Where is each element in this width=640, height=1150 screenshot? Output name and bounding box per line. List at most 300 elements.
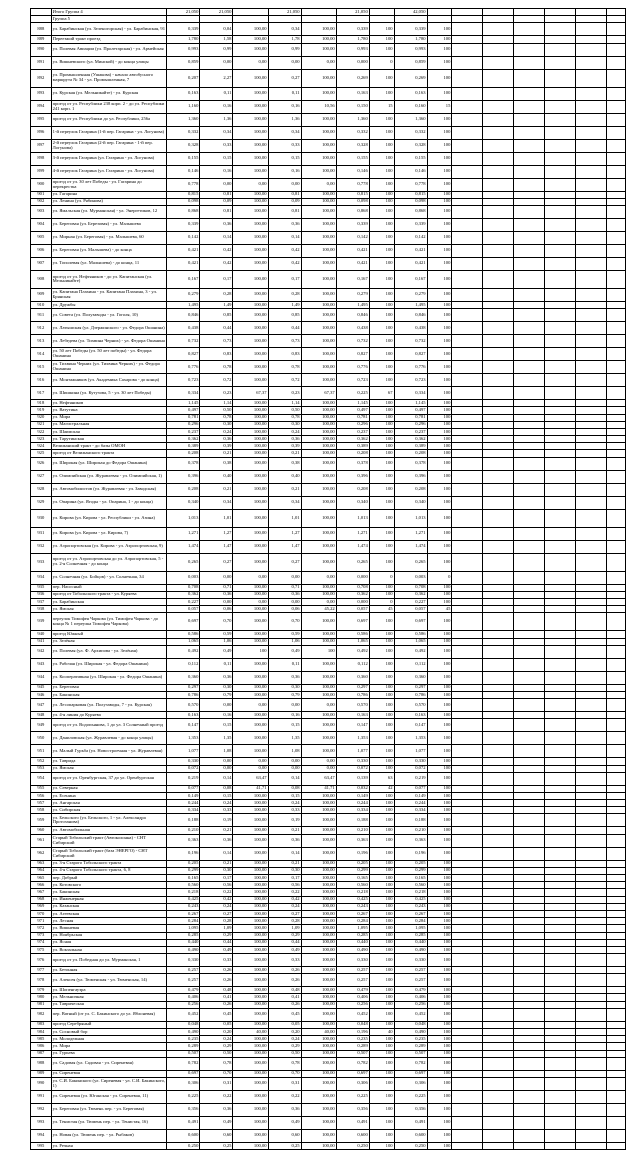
row-number: 953 [31, 765, 52, 772]
row-number: 890 [31, 43, 52, 56]
value-cell: 0,24 [268, 428, 301, 435]
table-row [31, 765, 626, 772]
table-row [31, 270, 626, 288]
value-cell: 1,271 [167, 527, 200, 540]
road-name: ул. Магистральная [51, 421, 167, 428]
value-cell: 100,00 [301, 814, 336, 827]
table-row [31, 889, 626, 896]
value-cell: 100 [369, 361, 394, 374]
table-row [31, 414, 626, 421]
value-cell: 100,00 [233, 139, 268, 152]
value-cell: 0,846 [336, 309, 369, 322]
value-cell: 0,196 [336, 1029, 369, 1036]
value-cell: 0,210 [167, 827, 200, 834]
value-cell: 100 [369, 113, 394, 126]
value-cell: 0,39 [200, 443, 233, 450]
value-cell: 0,00 [268, 178, 301, 191]
value-cell: 0,296 [336, 421, 369, 428]
table-row [31, 932, 626, 939]
value-cell: 100 [427, 954, 452, 967]
value-cell: 0,163 [394, 712, 427, 719]
value-cell: 0,41 [200, 994, 233, 1001]
value-cell: 100 [427, 847, 452, 860]
value-cell: 0,406 [394, 994, 427, 1001]
value-cell: 63,47 [233, 772, 268, 785]
row-number: 963 [31, 860, 52, 867]
value-cell: 0,26 [268, 1001, 301, 1008]
value-cell: 0,708 [394, 584, 427, 591]
value-cell: 100 [427, 671, 452, 684]
value-cell: 0,356 [167, 1103, 200, 1116]
value-cell: 100 [369, 1001, 394, 1008]
value-cell: 0,786 [394, 691, 427, 698]
value-cell: 100 [427, 1116, 452, 1129]
value-cell: 100 [369, 191, 394, 198]
value-cell: 100,00 [301, 1036, 336, 1043]
value-cell: 100 [427, 658, 452, 671]
value-cell: 0,00 [200, 56, 233, 69]
road-name: ул. Сиреневая [51, 1070, 167, 1077]
value-cell: 100 [427, 918, 452, 925]
value-cell: 0,78 [200, 1057, 233, 1070]
value-cell: 100 [427, 712, 452, 719]
value-cell: 100 [427, 827, 452, 834]
value-cell: 1,08 [268, 745, 301, 758]
value-cell: 0,334 [394, 387, 427, 400]
value-cell: 100,00 [301, 1001, 336, 1008]
road-name: пер. Добрый [51, 875, 167, 882]
value-cell: 0,00 [268, 758, 301, 765]
value-cell: 100,00 [301, 847, 336, 860]
value-cell: 0,697 [167, 1070, 200, 1077]
value-cell: 100 [369, 732, 394, 745]
value-cell: 0,208 [394, 483, 427, 496]
row-number: 907 [31, 257, 52, 270]
value-cell: 100,00 [301, 1077, 336, 1090]
road-name: проезд от ул. 30 лет Победы - ул. Гагарина до перекрестка [51, 178, 167, 191]
road-name: ул. Есенина [51, 792, 167, 799]
value-cell: 100 [427, 1043, 452, 1050]
value-cell: 0,36 [268, 436, 301, 443]
value-cell: 100,00 [233, 43, 268, 56]
value-cell: 0,44 [200, 322, 233, 335]
value-cell: 0,30 [200, 684, 233, 691]
table-row [31, 288, 626, 301]
value-cell: 100 [369, 974, 394, 987]
value-cell: 0,26 [200, 1001, 233, 1008]
value-cell: 0,36 [268, 218, 301, 231]
value-cell: 0,334 [394, 807, 427, 814]
value-cell: 0,827 [394, 348, 427, 361]
value-cell: 1,36 [268, 113, 301, 126]
roads-table [30, 8, 626, 1150]
value-cell: 0,142 [394, 231, 427, 244]
value-cell: 100 [427, 198, 452, 205]
value-cell: 0,14 [200, 847, 233, 860]
value-cell: 100,00 [301, 231, 336, 244]
row-number: 993 [31, 1116, 52, 1129]
value-cell: 100,00 [233, 288, 268, 301]
value-cell: 0,29 [200, 932, 233, 939]
value-cell: 0,269 [336, 69, 369, 87]
row-number: 893 [31, 87, 52, 100]
table-row [31, 335, 626, 348]
value-cell: 100,00 [233, 483, 268, 496]
value-cell: 1,78 [268, 36, 301, 43]
value-cell: 0,30 [268, 867, 301, 874]
value-cell: 0,297 [336, 684, 369, 691]
value-cell: 100 [427, 987, 452, 994]
value-cell: 0,330 [394, 758, 427, 765]
value-cell: 100,00 [301, 745, 336, 758]
value-cell: 100 [369, 1129, 394, 1142]
value-cell: 0,257 [394, 974, 427, 987]
value-cell: 100,00 [233, 658, 268, 671]
value-cell: 100 [427, 1029, 452, 1036]
value-cell: 100,00 [301, 807, 336, 814]
value-cell: 100,00 [233, 732, 268, 745]
value-cell: 100 [369, 348, 394, 361]
value-cell: 0,33 [268, 139, 301, 152]
value-cell: 0,732 [336, 335, 369, 348]
row-number: 978 [31, 974, 52, 987]
road-name: ул. Олимпийская (ул. Журавлевая - ул. Олимпийская, 1) [51, 470, 167, 483]
road-name: ул. Нефтяников [51, 400, 167, 407]
road-name: ул. Лесная [51, 918, 167, 925]
value-cell: 0,098 [336, 198, 369, 205]
value-cell: 0,492 [394, 645, 427, 658]
value-cell: 100 [369, 994, 394, 1001]
value-cell: 0,452 [336, 1008, 369, 1021]
value-cell: 100 [427, 860, 452, 867]
value-cell: 0,50 [200, 1050, 233, 1057]
value-cell: 0,285 [394, 932, 427, 939]
value-cell: 0,330 [394, 954, 427, 967]
value-cell: 0,289 [167, 1043, 200, 1050]
value-cell: 0,21 [268, 450, 301, 457]
value-cell: 0,34 [268, 23, 301, 36]
value-cell: 100 [427, 87, 452, 100]
value-cell: 100 [369, 1043, 394, 1050]
row-number: 986 [31, 1043, 52, 1050]
value-cell: 100,00 [233, 792, 268, 799]
value-cell: 0,36 [268, 1103, 301, 1116]
value-cell: 0,296 [394, 421, 427, 428]
value-cell: 100,00 [301, 1090, 336, 1103]
value-cell: 100,00 [301, 1008, 336, 1021]
road-name: Переезжий тракт проезд [51, 36, 167, 43]
value-cell: 0,73 [268, 335, 301, 348]
road-name: ул. С.И. Бакинского (ул. Сиреневая - ул. С.И. Бакинского, 1) [51, 1077, 167, 1090]
value-cell: 0,279 [394, 288, 427, 301]
value-cell: 0,44 [268, 939, 301, 946]
value-cell: 0,149 [167, 792, 200, 799]
table-row [31, 599, 626, 606]
value-cell: 0,279 [167, 288, 200, 301]
value-cell: 0,15 [200, 152, 233, 165]
value-cell: 0,210 [394, 827, 427, 834]
value-cell: 100 [427, 1070, 452, 1077]
value-cell: 0,250 [167, 1142, 200, 1149]
road-name: проезд от ул. Аэропортовская до ул. Аэропортовская, 5 - ул. 2-я Солнечная - до конца [51, 553, 167, 571]
value-cell: 100,00 [233, 896, 268, 903]
value-cell: 100,00 [233, 198, 268, 205]
value-cell: 100 [427, 613, 452, 631]
value-cell: 0,34 [200, 126, 233, 139]
row-number: 918 [31, 400, 52, 407]
value-cell: 0,72 [200, 374, 233, 387]
value-cell: 100,00 [301, 918, 336, 925]
value-cell: 100 [427, 1142, 452, 1149]
value-cell: 100,00 [301, 270, 336, 288]
value-cell: 0,425 [336, 896, 369, 903]
value-cell: 0,42 [200, 244, 233, 257]
value-cell: 0,786 [336, 691, 369, 698]
value-cell: 0,26 [268, 967, 301, 974]
value-cell: 0,267 [336, 910, 369, 917]
value-cell: 0,267 [167, 910, 200, 917]
value-cell: 100 [369, 139, 394, 152]
value-cell: 0,00 [200, 178, 233, 191]
value-cell: 0,438 [167, 322, 200, 335]
value-cell: 0,11 [268, 87, 301, 100]
value-cell: 100 [427, 591, 452, 598]
road-name: ул. Промышленная (Ушакова) - начало автобусного маршрута № 34 - ул. Промышленная, 7 [51, 69, 167, 87]
value-cell: 100 [427, 231, 452, 244]
value-cell: 0,299 [336, 867, 369, 874]
value-cell: 0,33 [200, 807, 233, 814]
value-cell: 100,00 [301, 400, 336, 407]
value-cell: 0,492 [167, 645, 200, 658]
value-cell: 100,00 [233, 1057, 268, 1070]
table-row [31, 198, 626, 205]
value-cell: 0,723 [394, 374, 427, 387]
value-cell: 0,81 [200, 205, 233, 218]
value-cell: 100 [427, 361, 452, 374]
table-row [31, 867, 626, 874]
table-row [31, 218, 626, 231]
value-cell: 0,11 [200, 658, 233, 671]
value-cell: 100 [427, 139, 452, 152]
value-cell: 0,846 [167, 309, 200, 322]
value-cell: 0,330 [167, 954, 200, 967]
value-cell: 45,22 [301, 606, 336, 613]
row-number: 957 [31, 800, 52, 807]
value-cell: 0,00 [233, 178, 268, 191]
value-cell: 100,00 [301, 939, 336, 946]
value-cell: 100 [369, 800, 394, 807]
value-cell: 0,003 [394, 571, 427, 584]
value-cell: 0,490 [167, 1029, 200, 1036]
value-cell: 1,360 [336, 113, 369, 126]
table-row [31, 1077, 626, 1090]
row-number: 972 [31, 925, 52, 932]
road-name: ул. Тихвина Черних (ул. Тихвина Черних) - ул. Федора Ошанина [51, 361, 167, 374]
value-cell: 0,362 [336, 591, 369, 598]
value-cell: 0,00 [233, 599, 268, 606]
value-cell: 0,36 [268, 591, 301, 598]
value-cell: 0,00 [268, 56, 301, 69]
road-name: проезд от Тобольского тракта - ул. Куряева [51, 591, 167, 598]
value-cell: 100 [427, 450, 452, 457]
road-name: ул. Вокзальная [51, 946, 167, 953]
row-number: 912 [31, 322, 52, 335]
value-cell: 0,339 [394, 23, 427, 36]
value-cell: 0,29 [268, 932, 301, 939]
road-name: ул. 3-я Старого Тобольского тракта [51, 860, 167, 867]
value-cell: 1,065 [336, 638, 369, 645]
value-cell: 0,99 [200, 43, 233, 56]
value-cell: 0,196 [336, 847, 369, 860]
road-name: ул. Рабочая (ул. Широкая - ул. Федора Ошанина) [51, 658, 167, 671]
value-cell: 0,285 [167, 932, 200, 939]
row-number: 952 [31, 758, 52, 765]
value-cell: 1,495 [336, 301, 369, 308]
value-cell: 100 [427, 36, 452, 43]
value-cell: 0,146 [167, 165, 200, 178]
value-cell: 100 [369, 126, 394, 139]
row-number: 990 [31, 1077, 52, 1090]
road-name: переулок Тимофея Чаркова (ул. Тимофея Чаркова - до конца № 1 переулка Тимофея Чаркова) [51, 613, 167, 631]
value-cell: 0,360 [394, 671, 427, 684]
value-cell: 100 [369, 827, 394, 834]
value-cell: 0,59 [268, 631, 301, 638]
value-cell: 0,165 [336, 875, 369, 882]
value-cell: 0,15 [268, 719, 301, 732]
value-cell: 0,155 [336, 152, 369, 165]
value-cell: 0,36 [268, 671, 301, 684]
value-cell: 0,332 [336, 126, 369, 139]
value-cell: 0,697 [336, 1070, 369, 1077]
value-cell: 1,271 [394, 527, 427, 540]
table-row [31, 1090, 626, 1103]
value-cell: 100,00 [233, 834, 268, 847]
row-number: 946 [31, 691, 52, 698]
value-cell: 100,00 [233, 23, 268, 36]
value-cell: 100,00 [301, 553, 336, 571]
value-cell: 100,00 [301, 257, 336, 270]
value-cell: 1,095 [336, 925, 369, 932]
value-cell: 100,00 [301, 1050, 336, 1057]
value-cell: 0,340 [336, 496, 369, 509]
road-name: ул. Барабинская [51, 599, 167, 606]
value-cell: 100 [369, 428, 394, 435]
value-cell: 0,28 [200, 918, 233, 925]
value-cell: 100 [369, 540, 394, 553]
road-name: ул. Мира [51, 414, 167, 421]
value-cell: 0,697 [394, 1070, 427, 1077]
value-cell: 1,09 [268, 925, 301, 932]
value-cell: 100 [427, 69, 452, 87]
value-cell: 100,00 [301, 23, 336, 36]
value-cell: 0,570 [167, 699, 200, 712]
table-row [31, 165, 626, 178]
value-cell: 100 [427, 807, 452, 814]
value-cell: 0,362 [167, 591, 200, 598]
value-cell: 100,00 [233, 428, 268, 435]
value-cell: 1,065 [394, 638, 427, 645]
value-cell: 0,708 [167, 584, 200, 591]
value-cell: 1,49 [200, 301, 233, 308]
value-cell: 0,205 [167, 860, 200, 867]
value-cell: 0,479 [167, 987, 200, 994]
value-cell: 0,15 [268, 152, 301, 165]
road-name: проезд от ул. Оренбургская, 37 до ул. Оренбургская [51, 772, 167, 785]
value-cell: 100,00 [301, 198, 336, 205]
row-number: 965 [31, 875, 52, 882]
value-cell: 0,256 [394, 1001, 427, 1008]
value-cell: 0,697 [394, 613, 427, 631]
value-cell: 100 [369, 712, 394, 719]
value-cell: 0,781 [394, 414, 427, 421]
value-cell: 100,00 [233, 257, 268, 270]
value-cell: 15 [427, 100, 452, 113]
value-cell: 100,00 [233, 800, 268, 807]
value-cell: 0,077 [394, 785, 427, 792]
value-cell: 0,778 [167, 178, 200, 191]
value-cell: 0,24 [200, 1036, 233, 1043]
road-name: ул. Совета (ул. Полузаводы - ул. Гоголя, 10) [51, 309, 167, 322]
value-cell: 100,00 [233, 496, 268, 509]
value-cell: 0,48 [200, 987, 233, 994]
row-number: 895 [31, 113, 52, 126]
value-cell: 0,25 [200, 1142, 233, 1149]
value-cell: 0,265 [336, 553, 369, 571]
value-cell: 100 [427, 218, 452, 231]
road-name: проезд Серебряный [51, 1021, 167, 1028]
value-cell: 0,85 [200, 309, 233, 322]
road-name: ул. Вишневая [51, 925, 167, 932]
value-cell: 0,49 [200, 1116, 233, 1129]
value-cell: 0,396 [336, 470, 369, 483]
value-cell: 100,00 [301, 987, 336, 994]
value-cell: 0,24 [268, 1036, 301, 1043]
road-name: ул. 4-я Старого Тобольского тракта, 6, 8 [51, 867, 167, 874]
row-number: 926 [31, 457, 52, 470]
table-row [31, 191, 626, 198]
row-number: 969 [31, 903, 52, 910]
value-cell: 0,440 [336, 939, 369, 946]
value-cell: 100 [369, 834, 394, 847]
value-cell: 100 [427, 428, 452, 435]
value-cell: 0,59 [200, 631, 233, 638]
value-cell: 0,163 [336, 87, 369, 100]
value-cell: 0,36 [200, 834, 233, 847]
value-cell: 100,00 [301, 910, 336, 917]
table-row [31, 896, 626, 903]
value-cell: 0,149 [394, 792, 427, 799]
value-cell: 0,782 [336, 1057, 369, 1070]
value-cell: 0,362 [336, 436, 369, 443]
value-cell: 100,00 [233, 954, 268, 967]
value-cell: 100,00 [233, 875, 268, 882]
value-cell: 0,586 [336, 631, 369, 638]
value-cell: 0,306 [336, 1077, 369, 1090]
value-cell: 100,00 [233, 470, 268, 483]
value-cell: 0,732 [394, 335, 427, 348]
table-row [31, 361, 626, 374]
value-cell: 100,00 [233, 407, 268, 414]
value-cell: 0,570 [336, 699, 369, 712]
value-cell: 0,363 [336, 834, 369, 847]
value-cell: 0,425 [167, 896, 200, 903]
value-cell: 1,065 [167, 638, 200, 645]
value-cell: 100 [427, 1077, 452, 1090]
value-cell: 0,36 [200, 1103, 233, 1116]
value-cell: 100,00 [301, 457, 336, 470]
road-name: ул. Бакинская [51, 889, 167, 896]
value-cell: 0,16 [200, 165, 233, 178]
